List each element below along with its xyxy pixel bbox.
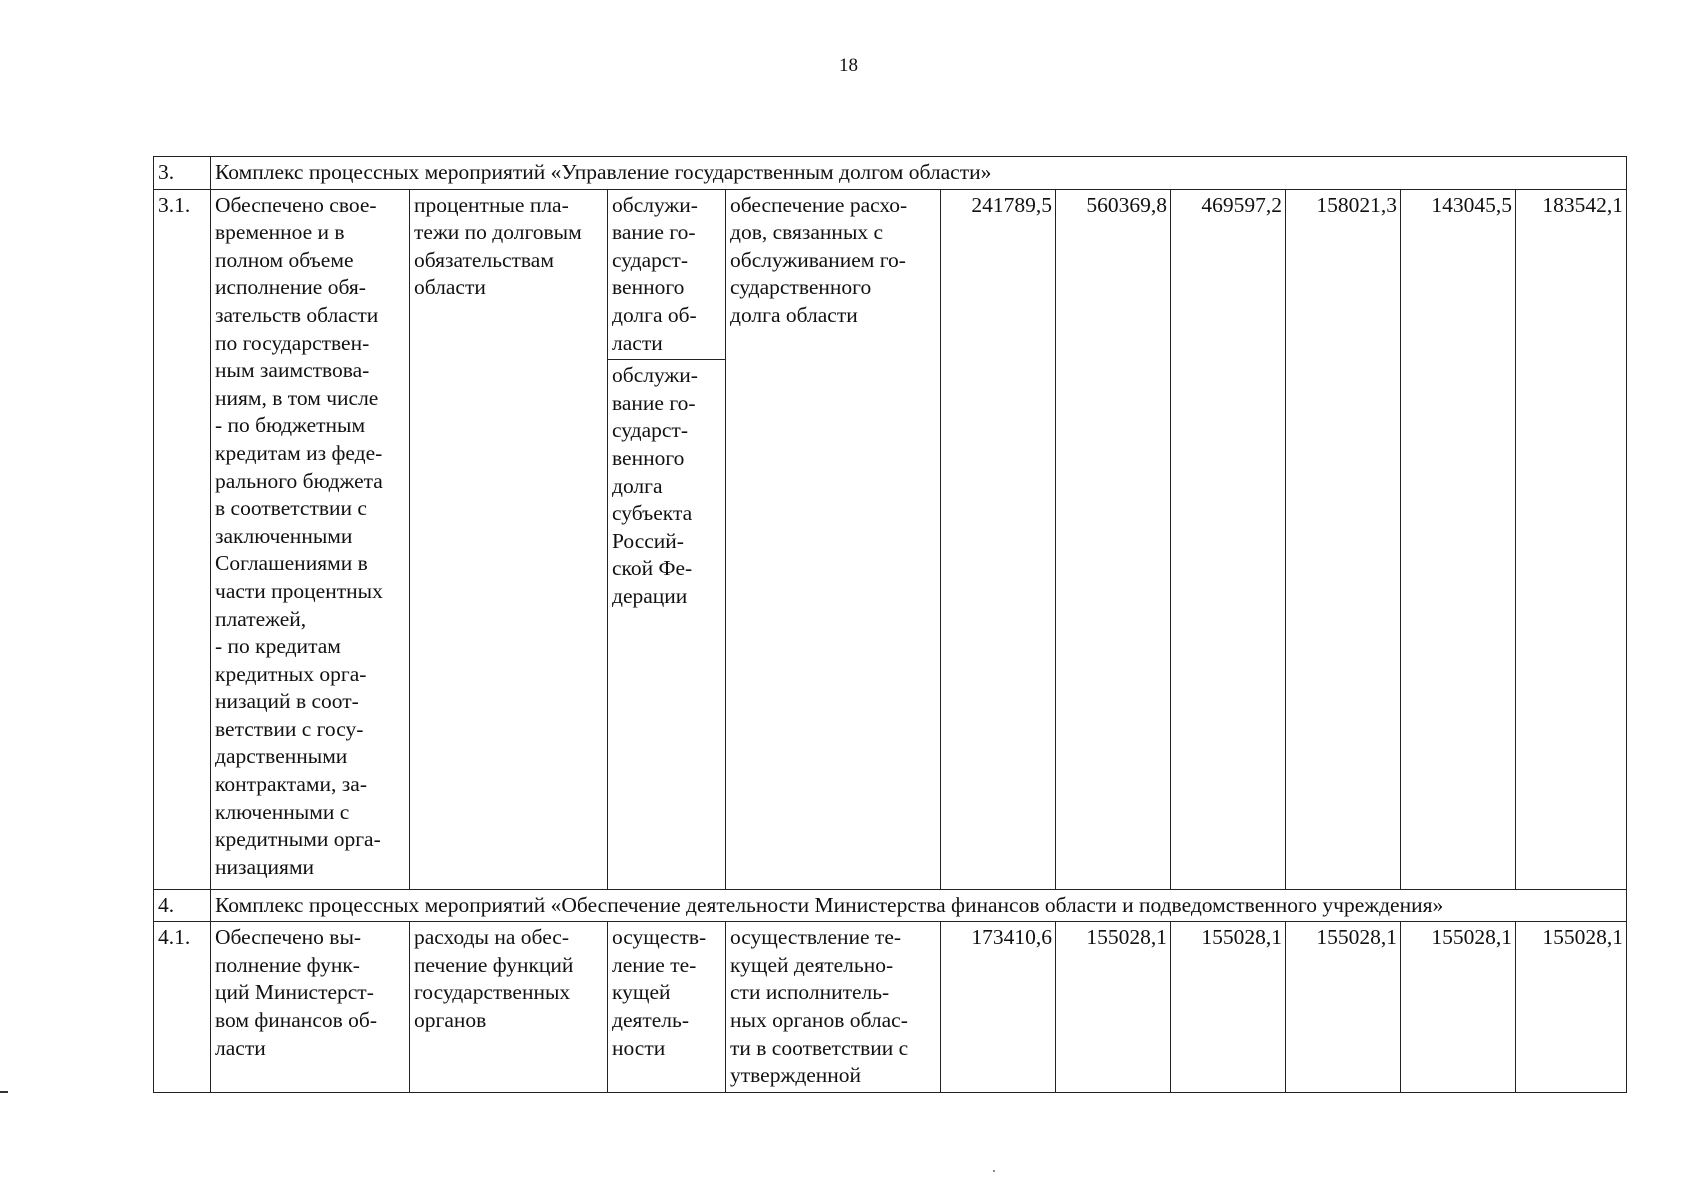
scan-mark (0, 1091, 8, 1093)
budget-table (153, 156, 1627, 1093)
direction-part: обслужи- вание го- сударст- венного долга об- ласти (608, 190, 725, 361)
value-cell: 469597,2 (1171, 189, 1286, 889)
row-code: 4.1. (154, 922, 211, 1093)
value-cell: 155028,1 (1401, 922, 1516, 1093)
value-cell: 155028,1 (1171, 922, 1286, 1093)
expense-cell: расходы на обес- печение функций государственных органов (410, 922, 608, 1093)
value-cell: 173410,6 (941, 922, 1056, 1093)
section-title: Комплекс процессных мероприятий «Обеспечение деятельности Министерства финансов области и подведомственного учреждения» (211, 889, 1627, 922)
task-cell: Обеспечено свое- временное и в полном объеме исполнение обя- зательств области по государствен- ным заимствова- ниям, в том числе - по бюджетным кредитам из феде- рального бюджета в соответствии с заключенными Соглашениями в части процентных платежей, - по кредитам кредитных орга- низаций в соот- ветствии с госу- дарственными контрактами, за- ключенными с кредитными орга- низациями (211, 189, 410, 889)
value-cell: 155028,1 (1056, 922, 1171, 1093)
table-row (154, 189, 1627, 889)
section-code: 4. (154, 889, 211, 922)
expense-cell: процентные пла- тежи по долговым обязательствам области (410, 189, 608, 889)
direction-cell: осуществ- ление те- кущей деятель- ности (608, 922, 726, 1093)
section-title: Комплекс процессных мероприятий «Управление государственным долгом области» (211, 157, 1627, 190)
section-header-row (154, 889, 1627, 922)
value-cell: 155028,1 (1516, 922, 1627, 1093)
description-cell: осуществление те- кущей деятельно- сти исполнитель- ных органов облас- ти в соответствии с утвержденной (726, 922, 941, 1093)
value-cell: 183542,1 (1516, 189, 1627, 889)
direction-cell (608, 189, 726, 889)
value-cell: 155028,1 (1286, 922, 1401, 1093)
table-row (154, 922, 1627, 1093)
scan-speck (993, 1170, 995, 1172)
value-cell: 560369,8 (1056, 189, 1171, 889)
task-cell: Обеспечено вы- полнение функ- ций Министерст- вом финансов об- ласти (211, 922, 410, 1093)
section-header-row (154, 157, 1627, 190)
value-cell: 158021,3 (1286, 189, 1401, 889)
value-cell: 143045,5 (1401, 189, 1516, 889)
page-number: 18 (839, 55, 858, 76)
direction-part: обслужи- вание го- сударст- венного долга субъекта Россий- ской Фе- дерации (612, 363, 698, 608)
value-cell: 241789,5 (941, 189, 1056, 889)
section-code: 3. (154, 157, 211, 190)
description-cell: обеспечение расхо- дов, связанных с обслуживанием го- сударственного долга области (726, 189, 941, 889)
row-code: 3.1. (154, 189, 211, 889)
